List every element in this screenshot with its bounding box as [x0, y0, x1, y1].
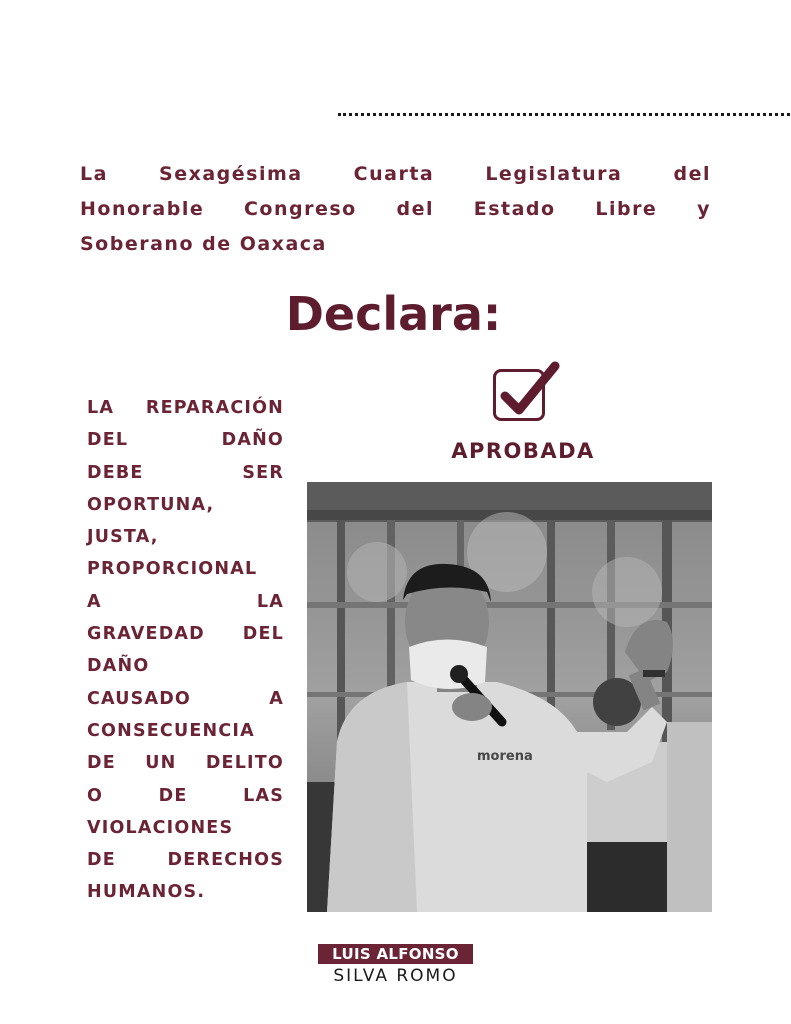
intro-word: Cuarta: [353, 163, 435, 185]
speaker-photo: [307, 482, 712, 912]
intro-word: Soberano de Oaxaca: [80, 233, 327, 255]
intro-line: [80, 227, 711, 262]
shirt-logo: morena: [477, 749, 533, 764]
intro-word: del: [673, 163, 711, 185]
statement-text: [87, 392, 284, 909]
statement-line: A LA: [87, 591, 284, 612]
intro-word: Congreso: [243, 198, 357, 220]
statement-line: VIOLACIONES: [87, 817, 234, 838]
statement-line: DE DERECHOS: [87, 850, 284, 871]
statement-line: PROPORCIONAL: [87, 559, 258, 580]
statement-line: GRAVEDAD DEL: [87, 624, 284, 645]
dotted-divider: [338, 113, 790, 116]
statement-line: JUSTA,: [87, 527, 159, 548]
signature-last-name: SILVA ROMO: [333, 966, 458, 986]
intro-word: Honorable: [80, 198, 205, 220]
statement-line: DEL DAÑO: [87, 430, 284, 451]
statement-line: CONSECUENCIA: [87, 720, 255, 741]
statement-line: OPORTUNA,: [87, 494, 215, 515]
intro-word: y: [697, 198, 711, 220]
intro-word: Libre: [595, 198, 658, 220]
statement-line: DE UN DELITO: [87, 753, 284, 774]
statement-line: DAÑO: [87, 656, 150, 677]
intro-word: Legislatura: [485, 163, 623, 185]
signature-logo: [318, 944, 473, 988]
intro-line: [80, 157, 711, 192]
statement-line: DEBE SER: [87, 462, 284, 483]
intro-paragraph: [80, 157, 711, 262]
headline: Declara:: [285, 287, 502, 341]
intro-word: Sexagésima: [159, 163, 303, 185]
statement-line: LA REPARACIÓN: [87, 398, 284, 418]
approval-status: APROBADA: [451, 439, 595, 463]
intro-word: Estado: [473, 198, 556, 220]
signature-first-name: LUIS ALFONSO: [318, 944, 473, 964]
statement-line: CAUSADO A: [87, 688, 284, 709]
checkmark-icon: [495, 360, 561, 422]
intro-word: del: [396, 198, 434, 220]
intro-line: [80, 192, 711, 227]
intro-word: La: [80, 163, 108, 185]
statement-line: O DE LAS: [87, 785, 284, 806]
statement-line: HUMANOS.: [87, 882, 206, 903]
